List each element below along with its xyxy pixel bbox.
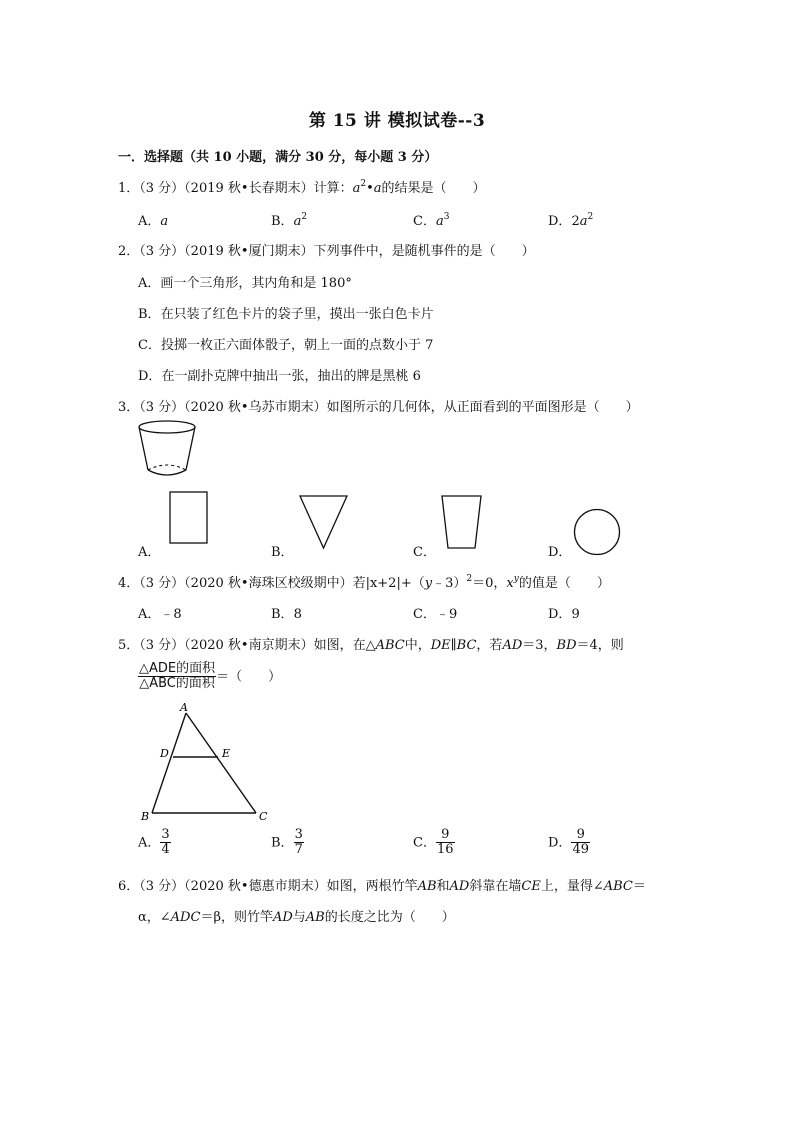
question-1-option-c[interactable]: C．$a^3$ <box>413 212 450 229</box>
question-1-stem: 1．（3 分）（2019 秋•长春期末）计算：$a^2•a$的结果是（ ） <box>118 179 486 196</box>
question-6-stem-line-1: 6．（3 分）（2020 秋•德惠市期末）如图，两根竹竿AB和AD斜靠在墙CE上，量得∠ABC＝ <box>118 879 646 894</box>
question-3-option-d[interactable]: D． <box>548 545 572 560</box>
question-2-option-c[interactable]: C．投掷一枚正六面体骰子，朝上一面的点数小于 7 <box>138 338 434 353</box>
question-4-stem: 4．（3 分）（2020 秋•海珠区校级期中）若|x+2|+（y﹣3）$^2$＝0，$x^y$的值是（ ） <box>118 574 610 591</box>
question-4-option-c[interactable]: C．﹣9 <box>413 607 458 622</box>
triangle-abc-figure <box>140 700 275 825</box>
inverted-triangle-icon <box>299 494 349 550</box>
section-heading: 一．选择题（共 10 小题，满分 30 分，每小题 3 分） <box>118 150 438 165</box>
trapezoid-icon <box>441 494 483 550</box>
vertex-label-d: D <box>160 747 169 760</box>
vertex-label-e: E <box>222 747 231 760</box>
rectangle-icon <box>169 491 209 545</box>
question-6-stem-line-2: α，∠ADC＝β，则竹竿AD与AB的长度之比为（ ） <box>138 910 455 925</box>
question-1-option-a[interactable]: A．a <box>138 214 169 229</box>
question-2-option-a[interactable]: A．画一个三角形，其内角和是 180° <box>138 276 352 291</box>
cup-solid-figure <box>136 418 200 480</box>
question-2-option-b[interactable]: B．在只装了红色卡片的袋子里，摸出一张白色卡片 <box>138 307 434 322</box>
question-5-area-ratio: $\frac{\text{△ADE的面积}}{\text{△ABC的面积}}$ ＝（ ） <box>139 661 282 692</box>
question-2-option-d[interactable]: D．在一副扑克牌中抽出一张，抽出的牌是黑桃 6 <box>138 369 421 384</box>
question-5-option-c[interactable]: C． $\frac{9}{16}$ <box>413 827 454 858</box>
vertex-label-b: B <box>141 810 150 823</box>
question-3-option-b[interactable]: B． <box>271 545 294 560</box>
page-title: 第 15 讲 模拟试卷--3 <box>308 111 486 131</box>
question-5-stem: 5．（3 分）（2020 秋•南京期末）如图，在△ABC中，DE∥BC，若AD＝3，BD＝4，则 <box>118 638 624 653</box>
circle-icon <box>573 508 621 556</box>
question-3-stem: 3．（3 分）（2020 秋•乌苏市期末）如图所示的几何体，从正面看到的平面图形是（ ） <box>118 400 639 415</box>
question-4-option-d[interactable]: D．9 <box>548 607 580 622</box>
question-4-option-a[interactable]: A．﹣8 <box>138 607 182 622</box>
question-4-option-b[interactable]: B．8 <box>271 607 302 622</box>
question-3-option-c[interactable]: C． <box>413 545 436 560</box>
vertex-label-c: C <box>259 810 268 823</box>
question-5-option-d[interactable]: D． $\frac{9}{49}$ <box>548 827 589 858</box>
question-3-option-a[interactable]: A． <box>138 545 161 560</box>
vertex-label-a: A <box>180 701 188 714</box>
question-2-stem: 2．（3 分）（2019 秋•厦门期末）下列事件中，是随机事件的是（ ） <box>118 244 535 259</box>
question-5-option-a[interactable]: A． $\frac{3}{4}$ <box>138 827 170 858</box>
question-5-option-b[interactable]: B． $\frac{3}{7}$ <box>271 827 303 858</box>
question-1-option-b[interactable]: B．$a^2$ <box>271 212 308 229</box>
question-1-option-d[interactable]: D．$2a^2$ <box>548 212 594 229</box>
